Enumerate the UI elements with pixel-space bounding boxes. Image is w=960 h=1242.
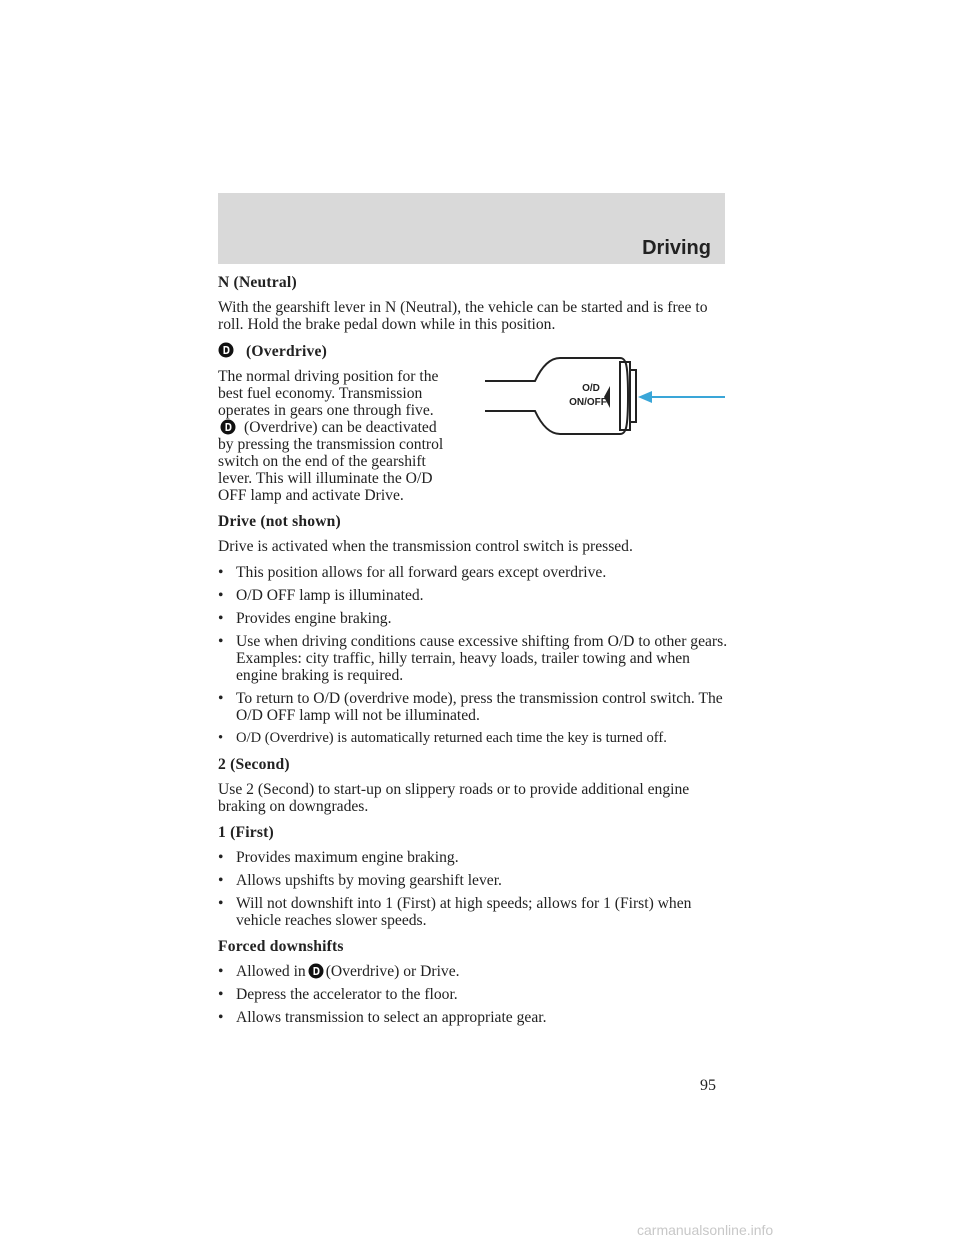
list-item: • Use when driving conditions cause excessive shifting from O/D to other gears. Examples: city traffic, hilly terrain, heavy loads, trailer towing and when engine braking is required. — [218, 633, 728, 684]
overdrive-d-icon — [218, 342, 234, 358]
section-title: Driving — [642, 237, 711, 259]
list-item: • Allows transmission to select an appropriate gear. — [218, 1009, 547, 1026]
list-item: • To return to O/D (overdrive mode), press the transmission control switch. The O/D OFF lamp will not be illuminated. — [218, 690, 723, 724]
page-content — [218, 274, 728, 1035]
list-item: • Allowed in (Overdrive) or Drive. — [218, 963, 460, 980]
list-item: • This position allows for all forward gears except overdrive. — [218, 564, 607, 581]
second-text: Use 2 (Second) to start-up on slippery roads or to provide additional engine braking on downgrades. — [218, 781, 690, 815]
overdrive-text-1 — [218, 368, 453, 504]
list-item: • Provides engine braking. — [218, 610, 392, 627]
list-item: • Will not downshift into 1 (First) at high speeds; allows for 1 (First) when vehicle reaches slower speeds. — [218, 895, 692, 929]
overdrive-d-icon-bullet — [308, 963, 324, 979]
heading-neutral: N (Neutral) — [218, 274, 297, 291]
heading-overdrive-label: (Overdrive) — [246, 343, 327, 360]
first-bullet-list — [218, 849, 728, 929]
overdrive-text-1-content: The normal driving position for the best fuel economy. Transmission operates in gears one through five. — [218, 368, 439, 419]
overdrive-text-2: (Overdrive) can be deactivated by pressing the transmission control switch on the end of the gearshift lever. This will illuminate the O/D OFF lamp and activate Drive. — [218, 419, 444, 504]
heading-first: 1 (First) — [218, 824, 274, 841]
list-item: • O/D (Overdrive) is automatically returned each time the key is turned off. — [218, 730, 667, 746]
drive-bullet-list — [218, 564, 728, 747]
list-item: • Depress the accelerator to the floor. — [218, 986, 458, 1003]
forced-bullet-list — [218, 963, 728, 1026]
list-item: • Allows upshifts by moving gearshift lever. — [218, 872, 502, 889]
list-item: • O/D OFF lamp is illuminated. — [218, 587, 424, 604]
heading-drive: Drive (not shown) — [218, 513, 341, 530]
heading-forced-downshifts: Forced downshifts — [218, 938, 344, 955]
overdrive-d-icon-inline — [220, 419, 236, 435]
neutral-text: With the gearshift lever in N (Neutral), the vehicle can be started and is free to roll. Hold the brake pedal down while in this position. — [218, 299, 708, 333]
watermark-text: carmanualsonline.info — [637, 1222, 774, 1238]
drive-text: Drive is activated when the transmission control switch is pressed. — [218, 538, 633, 555]
list-item: • Provides maximum engine braking. — [218, 849, 459, 866]
switch-label-onoff: ON/OFF — [569, 397, 607, 408]
switch-label-od: O/D — [582, 383, 600, 394]
page-number: 95 — [700, 1077, 716, 1094]
heading-second: 2 (Second) — [218, 756, 290, 773]
heading-overdrive — [218, 342, 728, 360]
section-header-band — [218, 193, 725, 264]
